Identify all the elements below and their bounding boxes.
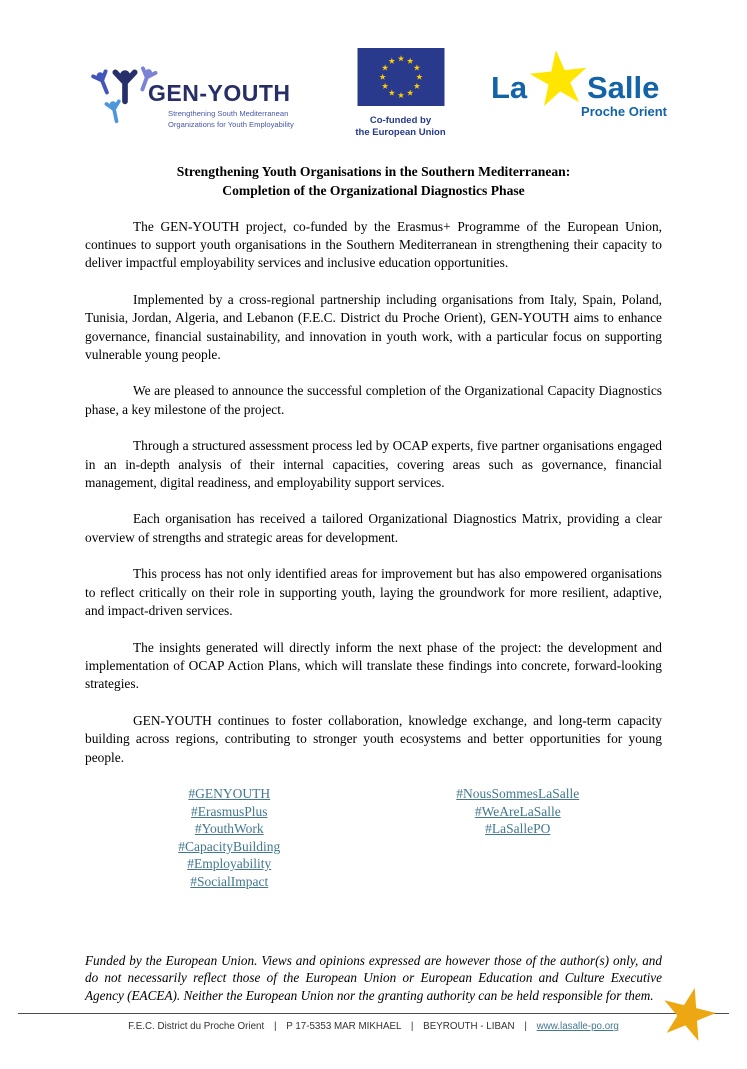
eu-funding-disclaimer: Funded by the European Union. Views and opinions expressed are however those of the author(s) only, and do not necessarily reflect those of the European Union or European Education and Culture Executive Agency (EACEA). Neither the European Union nor the granting authority can be held responsible for them. <box>85 952 662 1003</box>
eu-caption-line1: Co-funded by <box>369 115 432 126</box>
genyouth-logo <box>88 46 310 137</box>
hashtag-column-right <box>374 785 663 891</box>
genyouth-wordmark: GEN-YOUTH <box>148 80 291 106</box>
paragraph: GEN-YOUTH continues to foster collaboration, knowledge exchange, and long-term capacity building across regions, contributing to stronger youth ecosystems and better opportunities for young people. <box>85 712 662 765</box>
body-text <box>85 218 662 767</box>
hashtag-link[interactable]: #YouthWork <box>194 821 264 837</box>
header-logos <box>0 0 747 138</box>
eu-caption-line2: the European Union <box>355 126 446 138</box>
eu-cofunded-logo <box>349 46 453 139</box>
lasalle-word-la: La <box>491 70 528 105</box>
paragraph: Implemented by a cross-regional partnership including organisations from Italy, Spain, Poland, Tunisia, Jordan, Algeria, and Lebanon (F.E.C. District du Proche Orient), GEN-YOUTH aims to enhance governance, financial sustainability, and innovation in youth work, with a particular focus on supporting vulnerable young people. <box>85 291 662 363</box>
hashtag-link[interactable]: #CapacityBuilding <box>178 838 281 854</box>
hashtag-column-left <box>85 785 374 891</box>
footer-separator: | <box>410 1021 414 1032</box>
hashtag-link[interactable]: #ErasmusPlus <box>190 803 268 819</box>
paragraph: We are pleased to announce the successful completion of the Organizational Capacity Diagnostics phase, a key milestone of the project. <box>85 383 662 417</box>
lasalle-subtitle: Proche Orient <box>581 104 667 119</box>
footer-org: F.E.C. District du Proche Orient <box>128 1021 265 1032</box>
paragraph: This process has not only identified areas for improvement but has also empowered organisations to reflect critically on their role in supporting youth, laying the groundwork for more resilient, adaptive, and impact-driven services. <box>85 566 662 619</box>
hashtag-link[interactable]: #SocialImpact <box>190 873 269 889</box>
footer-separator: | <box>524 1021 527 1032</box>
paragraph: The insights generated will directly inform the next phase of the project: the development and implementation of OCAP Action Plans, which will translate these findings into concrete, forward-looking strategies. <box>85 639 662 692</box>
hashtag-link[interactable]: #NousSommesLaSalle <box>456 785 580 801</box>
hashtag-section <box>85 785 662 891</box>
lasalle-logo <box>491 46 667 132</box>
paragraph: Each organisation has received a tailored Organizational Diagnostics Matrix, providing a clear overview of strengths and strategic areas for development. <box>85 511 662 545</box>
footer-website-link[interactable]: www.lasalle-po.org <box>536 1021 619 1032</box>
eu-flag-icon <box>357 93 445 110</box>
title-line2: Completion of the Organizational Diagnostics Phase <box>222 183 525 199</box>
title-line1: Strengthening Youth Organisations in the Southern Mediterranean: <box>176 164 571 179</box>
footer-divider <box>18 1013 729 1014</box>
hashtag-link[interactable]: #LaSallePO <box>485 821 551 837</box>
footer-pobox: P 17-5353 MAR MIKHAEL <box>286 1021 402 1032</box>
paragraph: The GEN-YOUTH project, co-funded by the Erasmus+ Programme of the European Union, continues to support youth organisations in the Southern Mediterranean in strengthening their capacity to deliver impactful employability services and inclusive education opportunities. <box>85 218 662 271</box>
page-footer <box>0 1013 747 1069</box>
paragraph: Through a structured assessment process led by OCAP experts, five partner organisations engaged in an in-depth analysis of their internal capacities, covering areas such as governance, financial management, digital readiness, and employability support services. <box>85 438 662 491</box>
lasalle-word-salle: Salle <box>587 70 660 105</box>
hashtag-link[interactable]: #WeAreLaSalle <box>474 803 561 819</box>
genyouth-tagline-line2: Organizations for Youth Employability <box>168 120 294 129</box>
document-title <box>0 162 747 201</box>
hashtag-link[interactable]: #GENYOUTH <box>188 785 271 801</box>
footer-separator: | <box>273 1021 277 1032</box>
hashtag-link[interactable]: #Employability <box>187 856 272 872</box>
star-icon <box>657 984 719 1051</box>
genyouth-tagline-line1: Strengthening South Mediterranean <box>168 109 289 118</box>
footer-city: BEYROUTH - LIBAN <box>423 1021 515 1032</box>
